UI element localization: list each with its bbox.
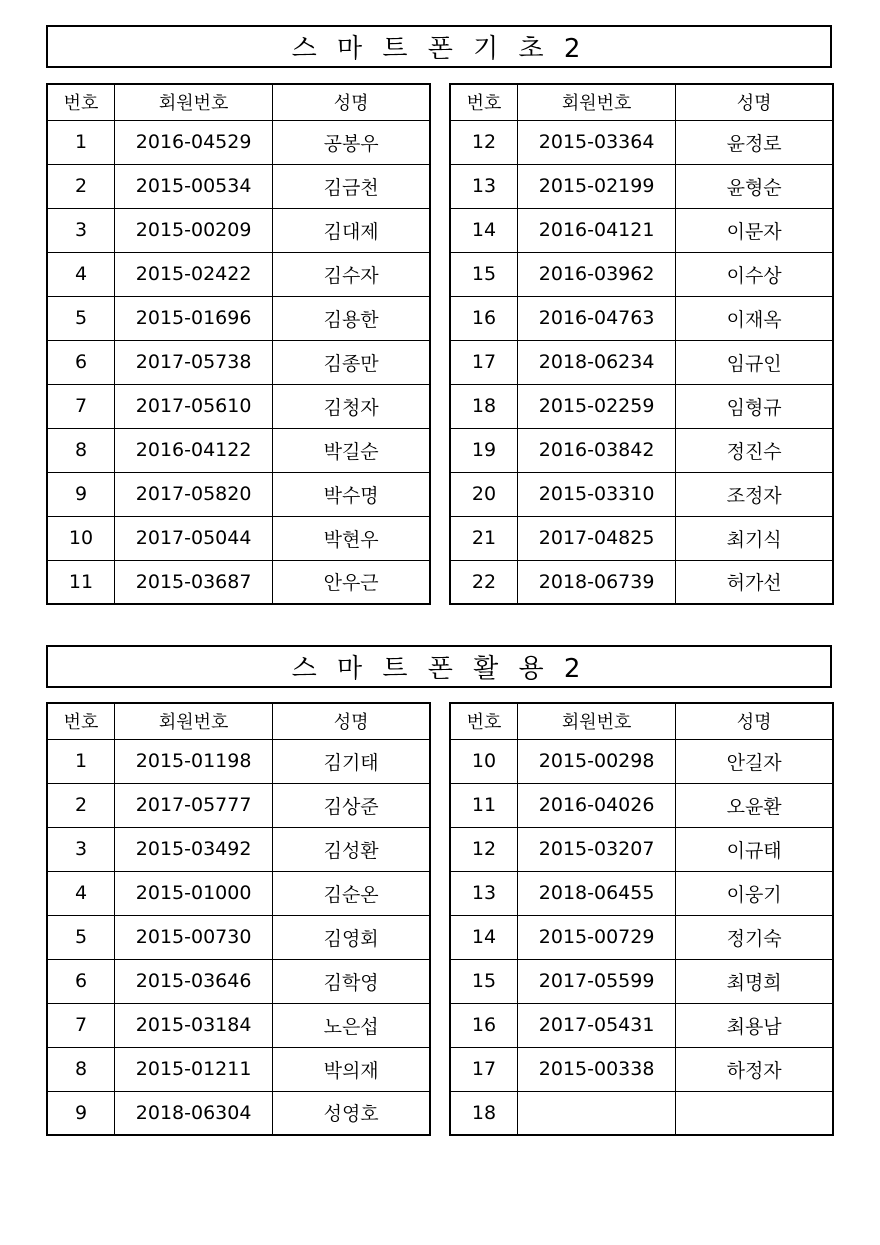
table-row [450, 783, 833, 827]
table-row [450, 208, 833, 252]
table-row [450, 560, 833, 604]
header-member-id: 회원번호 [518, 84, 676, 120]
table-row [47, 296, 430, 340]
table-row [47, 516, 430, 560]
member-name: 이규태 [676, 827, 833, 871]
header-name: 성명 [273, 84, 430, 120]
row-number: 3 [47, 208, 115, 252]
member-name: 안길자 [676, 739, 833, 783]
header-name: 성명 [273, 703, 430, 739]
row-number: 22 [450, 560, 518, 604]
member-id: 2015-03207 [518, 827, 676, 871]
table-row [47, 208, 430, 252]
row-number: 12 [450, 120, 518, 164]
member-id: 2015-02259 [518, 384, 676, 428]
row-number: 2 [47, 164, 115, 208]
member-id: 2015-01696 [115, 296, 273, 340]
member-id: 2016-04529 [115, 120, 273, 164]
row-number: 13 [450, 164, 518, 208]
header-name: 성명 [676, 84, 833, 120]
member-name: 윤정로 [676, 120, 833, 164]
member-name: 임형규 [676, 384, 833, 428]
member-name: 오윤환 [676, 783, 833, 827]
row-number: 18 [450, 384, 518, 428]
member-id: 2017-05610 [115, 384, 273, 428]
table-row [450, 915, 833, 959]
row-number: 6 [47, 340, 115, 384]
row-number: 14 [450, 208, 518, 252]
member-id: 2016-04763 [518, 296, 676, 340]
member-name: 이웅기 [676, 871, 833, 915]
table-header-row [47, 84, 430, 120]
member-name: 임규인 [676, 340, 833, 384]
member-name: 이수상 [676, 252, 833, 296]
member-id: 2017-04825 [518, 516, 676, 560]
table-row [450, 164, 833, 208]
row-number: 20 [450, 472, 518, 516]
member-id: 2015-01198 [115, 739, 273, 783]
member-name: 김상준 [273, 783, 430, 827]
table-header-row [450, 703, 833, 739]
table-row [47, 384, 430, 428]
table-row [47, 1003, 430, 1047]
member-id: 2015-03646 [115, 959, 273, 1003]
table-row [47, 827, 430, 871]
member-id: 2015-00298 [518, 739, 676, 783]
header-name: 성명 [676, 703, 833, 739]
member-table-advanced-right [449, 702, 834, 1136]
table-row [47, 1047, 430, 1091]
table-row [47, 783, 430, 827]
member-id: 2015-03310 [518, 472, 676, 516]
table-row [450, 384, 833, 428]
table-row [47, 120, 430, 164]
member-id: 2015-00209 [115, 208, 273, 252]
member-name: 김청자 [273, 384, 430, 428]
member-id [518, 1091, 676, 1135]
member-name: 박수명 [273, 472, 430, 516]
table-row [450, 296, 833, 340]
member-id: 2017-05738 [115, 340, 273, 384]
table-row [450, 472, 833, 516]
table-row [450, 739, 833, 783]
member-name: 이문자 [676, 208, 833, 252]
member-name: 박현우 [273, 516, 430, 560]
table-row [450, 252, 833, 296]
table-row [47, 340, 430, 384]
member-id: 2017-05820 [115, 472, 273, 516]
header-number: 번호 [450, 703, 518, 739]
member-id: 2016-04121 [518, 208, 676, 252]
table-row [450, 340, 833, 384]
row-number: 8 [47, 1047, 115, 1091]
member-name: 최명희 [676, 959, 833, 1003]
member-name: 김영회 [273, 915, 430, 959]
table-row [450, 1003, 833, 1047]
table-row [47, 164, 430, 208]
row-number: 9 [47, 1091, 115, 1135]
table-row [47, 472, 430, 516]
member-name: 최기식 [676, 516, 833, 560]
row-number: 16 [450, 296, 518, 340]
row-number: 8 [47, 428, 115, 472]
table-row [450, 120, 833, 164]
member-name: 김학영 [273, 959, 430, 1003]
member-id: 2018-06304 [115, 1091, 273, 1135]
member-id: 2018-06455 [518, 871, 676, 915]
table-row [47, 959, 430, 1003]
row-number: 3 [47, 827, 115, 871]
header-member-id: 회원번호 [518, 703, 676, 739]
member-table-advanced-left [46, 702, 431, 1136]
member-id: 2015-03687 [115, 560, 273, 604]
member-id: 2015-03364 [518, 120, 676, 164]
member-table-basic-right [449, 83, 834, 605]
member-name: 김수자 [273, 252, 430, 296]
member-name: 조정자 [676, 472, 833, 516]
header-number: 번호 [450, 84, 518, 120]
row-number: 17 [450, 1047, 518, 1091]
member-name: 노은섭 [273, 1003, 430, 1047]
row-number: 4 [47, 871, 115, 915]
member-name: 성영호 [273, 1091, 430, 1135]
row-number: 10 [47, 516, 115, 560]
member-name: 박의재 [273, 1047, 430, 1091]
row-number: 7 [47, 384, 115, 428]
member-id: 2015-00729 [518, 915, 676, 959]
row-number: 7 [47, 1003, 115, 1047]
row-number: 13 [450, 871, 518, 915]
member-name: 안우근 [273, 560, 430, 604]
member-name: 하정자 [676, 1047, 833, 1091]
member-id: 2018-06234 [518, 340, 676, 384]
member-table-basic-left [46, 83, 431, 605]
row-number: 16 [450, 1003, 518, 1047]
member-id: 2016-03962 [518, 252, 676, 296]
table-row [47, 915, 430, 959]
table-row [47, 252, 430, 296]
row-number: 15 [450, 959, 518, 1003]
table-row [450, 871, 833, 915]
member-id: 2016-04122 [115, 428, 273, 472]
section-title-advanced: 스 마 트 폰 활 용 2 [46, 645, 832, 688]
row-number: 2 [47, 783, 115, 827]
table-header-row [450, 84, 833, 120]
table-row [450, 959, 833, 1003]
member-id: 2018-06739 [518, 560, 676, 604]
section-title-basic: 스 마 트 폰 기 초 2 [46, 25, 832, 68]
member-name: 공봉우 [273, 120, 430, 164]
member-name: 정기숙 [676, 915, 833, 959]
member-name: 김순온 [273, 871, 430, 915]
member-id: 2017-05044 [115, 516, 273, 560]
member-name: 김기태 [273, 739, 430, 783]
table-row [450, 428, 833, 472]
member-id: 2017-05599 [518, 959, 676, 1003]
table-row [450, 1091, 833, 1135]
row-number: 1 [47, 120, 115, 164]
member-name: 허가선 [676, 560, 833, 604]
member-id: 2015-03492 [115, 827, 273, 871]
member-name: 김종만 [273, 340, 430, 384]
row-number: 11 [47, 560, 115, 604]
row-number: 17 [450, 340, 518, 384]
member-name: 정진수 [676, 428, 833, 472]
member-id: 2015-00534 [115, 164, 273, 208]
table-row [47, 560, 430, 604]
member-id: 2017-05431 [518, 1003, 676, 1047]
member-name: 김금천 [273, 164, 430, 208]
row-number: 21 [450, 516, 518, 560]
header-member-id: 회원번호 [115, 84, 273, 120]
member-id: 2015-01211 [115, 1047, 273, 1091]
member-id: 2015-02199 [518, 164, 676, 208]
member-id: 2016-04026 [518, 783, 676, 827]
table-row [47, 1091, 430, 1135]
member-name: 최용남 [676, 1003, 833, 1047]
table-row [450, 1047, 833, 1091]
table-row [450, 516, 833, 560]
table-row [47, 739, 430, 783]
member-name: 김대제 [273, 208, 430, 252]
row-number: 5 [47, 915, 115, 959]
table-row [47, 871, 430, 915]
row-number: 4 [47, 252, 115, 296]
row-number: 9 [47, 472, 115, 516]
member-name: 김용한 [273, 296, 430, 340]
member-name: 이재옥 [676, 296, 833, 340]
row-number: 10 [450, 739, 518, 783]
row-number: 1 [47, 739, 115, 783]
row-number: 6 [47, 959, 115, 1003]
table-row [47, 428, 430, 472]
header-number: 번호 [47, 703, 115, 739]
member-id: 2017-05777 [115, 783, 273, 827]
row-number: 12 [450, 827, 518, 871]
table-header-row [47, 703, 430, 739]
member-name: 김성환 [273, 827, 430, 871]
member-name [676, 1091, 833, 1135]
header-number: 번호 [47, 84, 115, 120]
member-name: 박길순 [273, 428, 430, 472]
table-row [450, 827, 833, 871]
member-id: 2015-00338 [518, 1047, 676, 1091]
row-number: 11 [450, 783, 518, 827]
member-id: 2015-01000 [115, 871, 273, 915]
row-number: 5 [47, 296, 115, 340]
member-id: 2015-00730 [115, 915, 273, 959]
row-number: 15 [450, 252, 518, 296]
row-number: 14 [450, 915, 518, 959]
header-member-id: 회원번호 [115, 703, 273, 739]
member-id: 2016-03842 [518, 428, 676, 472]
row-number: 18 [450, 1091, 518, 1135]
row-number: 19 [450, 428, 518, 472]
member-name: 윤형순 [676, 164, 833, 208]
member-id: 2015-02422 [115, 252, 273, 296]
member-id: 2015-03184 [115, 1003, 273, 1047]
